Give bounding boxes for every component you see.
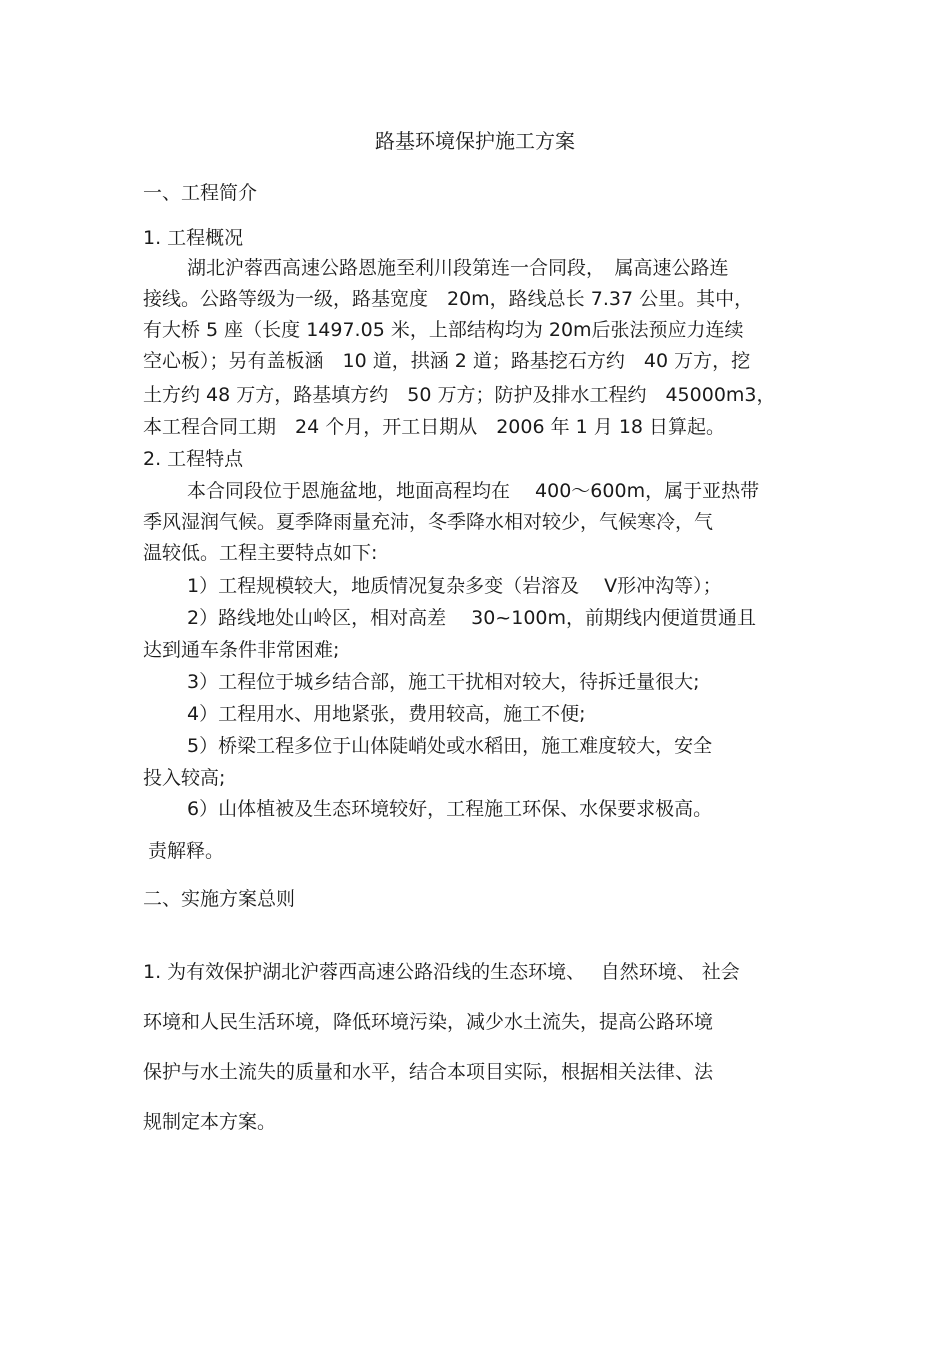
paragraph-line: 本工程合同工期 24 个月，开工日期从 2006 年 1 月 18 日算起。: [143, 416, 726, 438]
paragraph-line: 温较低。工程主要特点如下:: [143, 542, 378, 564]
paragraph-line: 土方约 48 万方，路基填方约 50 万方；防护及排水工程约 45000m3，: [143, 384, 776, 406]
feature-item: 4）工程用水、用地紧张，费用较高，施工不便;: [187, 703, 586, 725]
feature-item-continuation: 达到通车条件非常困难;: [143, 639, 340, 661]
paragraph-line: 湖北沪蓉西高速公路恩施至利川段第连一合同段， 属高速公路连: [187, 257, 729, 279]
feature-item: 3）工程位于城乡结合部，施工干扰相对较大，待拆迁量很大;: [187, 671, 700, 693]
paragraph-line: 1. 为有效保护湖北沪蓉西高速公路沿线的生态环境、 自然环境、 社会: [143, 961, 740, 983]
feature-item: 5）桥梁工程多位于山体陡峭处或水稻田，施工难度较大，安全: [187, 735, 713, 757]
subheading-project-overview: 1. 工程概况: [143, 227, 244, 249]
paragraph-line: 环境和人民生活环境，降低环境污染，减少水土流失，提高公路环境: [143, 1011, 714, 1033]
section-heading-principles: 二、实施方案总则: [143, 888, 296, 910]
trailing-fragment: 责解释。: [148, 840, 225, 862]
paragraph-line: 有大桥 5 座（长度 1497.05 米，上部结构均为 20m后张法预应力连续: [143, 319, 744, 341]
paragraph-line: 规制定本方案。: [143, 1111, 277, 1133]
section-heading-overview: 一、工程简介: [143, 182, 258, 204]
paragraph-line: 本合同段位于恩施盆地，地面高程均在 400～600m，属于亚热带: [187, 480, 760, 502]
document-title: 路基环境保护施工方案: [375, 129, 575, 153]
feature-item: 2）路线地处山岭区，相对高差 30~100m，前期线内便道贯通且: [187, 607, 756, 629]
paragraph-line: 保护与水土流失的质量和水平，结合本项目实际，根据相关法律、法: [143, 1061, 714, 1083]
paragraph-line: 接线。公路等级为一级，路基宽度 20m，路线总长 7.37 公里。其中，: [143, 288, 754, 310]
feature-item-continuation: 投入较高;: [143, 767, 226, 789]
paragraph-line: 季风湿润气候。夏季降雨量充沛，冬季降水相对较少，气候寒冷，气: [143, 511, 714, 533]
feature-item: 1）工程规模较大，地质情况复杂多变（岩溶及 V形冲沟等）；: [187, 575, 722, 597]
feature-item: 6）山体植被及生态环境较好，工程施工环保、水保要求极高。: [187, 798, 713, 820]
subheading-project-features: 2. 工程特点: [143, 448, 244, 470]
paragraph-line: 空心板）；另有盖板涵 10 道，拱涵 2 道；路基挖石方约 40 万方，挖: [143, 350, 751, 372]
